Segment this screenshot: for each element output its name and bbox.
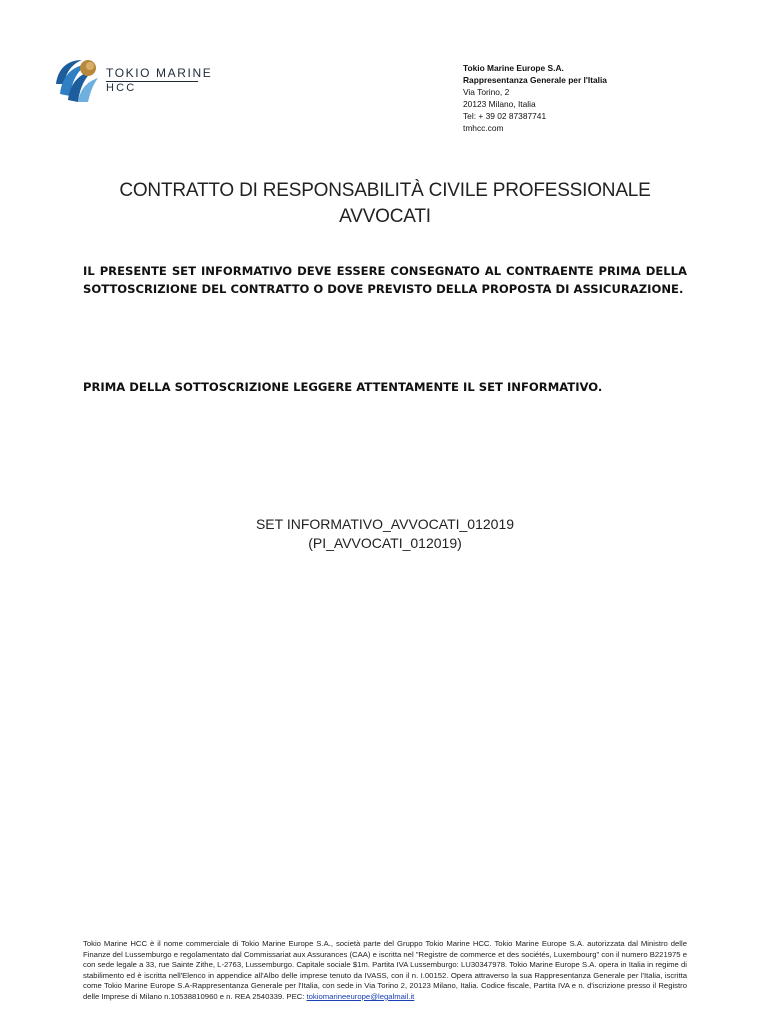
read-notice: PRIMA DELLA SOTTOSCRIZIONE LEGGERE ATTENTAMENTE IL SET INFORMATIVO. — [83, 380, 603, 394]
set-code-line1: SET INFORMATIVO_AVVOCATI_012019 — [255, 516, 515, 532]
legal-footer — [83, 939, 687, 1003]
address-city: 20123 Milano, Italia — [463, 99, 536, 109]
company-address — [463, 62, 607, 134]
pec-email-link[interactable]: tokiomarineeurope@legalmail.it — [306, 991, 415, 1001]
logo-sub-text: HCC — [106, 82, 137, 94]
address-company: Tokio Marine Europe S.A. — [463, 63, 564, 73]
tokio-marine-emblem-icon — [48, 54, 104, 106]
document-title-line2: AVVOCATI — [339, 206, 431, 227]
set-code — [160, 515, 610, 553]
address-phone: Tel: + 39 02 87387741 — [463, 111, 547, 121]
delivery-notice: IL PRESENTE SET INFORMATIVO DEVE ESSERE CONSEGNATO AL CONTRAENTE PRIMA DELLA SOTTOSCRIZIONE DEL CONTRATTO O DOVE PREVISTO DELLA PROPOSTA DI ASSICURAZIONE. — [83, 264, 687, 296]
document-title — [60, 178, 710, 230]
set-code-line2: (PI_AVVOCATI_012019) — [308, 535, 462, 551]
company-logo — [48, 54, 213, 106]
address-street: Via Torino, 2 — [463, 87, 510, 97]
logo-brand-text: TOKIO MARINE — [106, 66, 213, 80]
address-representative: Rappresentanza Generale per l'Italia — [463, 75, 607, 85]
footer-text: Tokio Marine HCC è il nome commerciale di Tokio Marine Europe S.A., società parte del Gruppo Tokio Marine HCC. Tokio Marine Europe S.A. autorizzata dal Ministro delle Finanze del Lussemburgo e regolamentato dal Commissariat aux Assurances (CAA) e iscritta nel "Registre de commerce et des sociétés, Luxembourg" con il numero B221975 e con sede legale a 33, rue Sainte Zithe, L-2763, Lussemburgo. Capitale sociale $1m. Partita IVA Lussemburgo: LU30347978. Tokio Marine Europe S.A. opera in Italia in regime di stabilimento ed è iscritta nell'Elenco in appendice all'Albo delle imprese tenuto da IVASS, con il n. I.00152. Opera attraverso la sua Rappresentanza Generale per l'Italia, iscritta come Tokio Marine Europe S.A-Rappresentanza Generale per l'Italia, con sede in Via Torino 2, 20123 Milano, Italia. Codice fiscale, Partita IVA e n. d'iscrizione presso il Registro delle Imprese di Milano n.10538810960 e n. REA 2540339. PEC: — [83, 939, 687, 1001]
document-title-line1: CONTRATTO DI RESPONSABILITÀ CIVILE PROFESSIONALE — [119, 180, 651, 201]
address-web: tmhcc.com — [463, 123, 504, 133]
